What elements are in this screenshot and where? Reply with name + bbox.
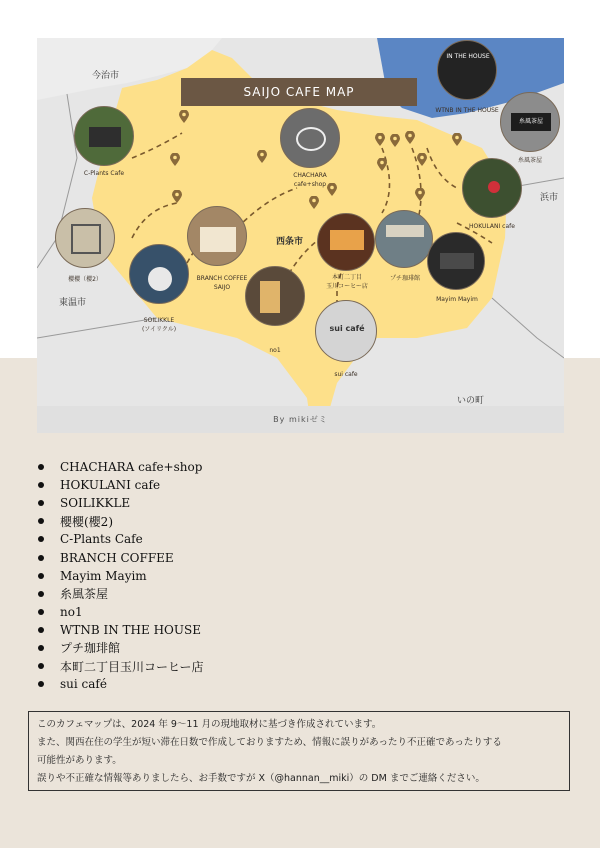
map-pin-icon [170,153,180,166]
bullet-icon [38,518,44,524]
cafe-map [37,38,564,433]
map-title: SAIJO CAFE MAP [181,78,417,106]
map-pin-icon [452,133,462,146]
map-pin-icon [415,188,425,201]
disclaimer-line: また、関西在住の学生が短い滞在日数で作成しておりますため、情報に誤りがあったり不正確であったりする [37,737,502,748]
list-item: 櫻櫻(櫻2) [38,512,204,530]
list-item: BRANCH COFFEE [38,548,204,566]
map-pin-icon [417,153,427,166]
cafe-label-wtnb: WTNB IN THE HOUSE [435,107,499,114]
list-item: WTNB IN THE HOUSE [38,621,204,639]
cafe-photo [55,208,115,268]
map-pin-icon [309,196,319,209]
cafe-photo [317,213,375,271]
list-item: no1 [38,603,204,621]
map-pin-icon [390,134,400,147]
sui-sign: sui café [329,324,365,333]
list-item: C-Plants Cafe [38,530,204,548]
list-item: プチ珈琲館 [38,639,204,657]
map-pin-icon [377,158,387,171]
cafe-photo [437,40,497,100]
bullet-icon [38,591,44,597]
list-item: 糸風茶屋 [38,585,204,603]
map-pin-icon [172,190,182,203]
map-pin-icon [257,150,267,163]
cafe-label-itofu: 糸風茶屋 [517,157,542,164]
cafe-list [38,458,204,693]
cafe-label-puchi: プチ珈琲館 [389,275,420,282]
disclaimer-line: 誤りや不正確な情報等ありましたら、お手数ですが X（@hannan__miki）の DM までご連絡ください。 [37,773,485,784]
bullet-icon [38,609,44,615]
bullet-icon [38,482,44,488]
cafe-photo [280,108,340,168]
map-pin-icon [405,131,415,144]
city-saijo: 西条市 [276,237,304,247]
cafe-label-chachara: CHACHARA cafe+shop [293,172,327,188]
cafe-label-hokulani: HOKULANI cafe [469,223,515,230]
disclaimer-line: 可能性があります。 [37,755,122,766]
cafe-photo [315,300,377,362]
disclaimer-line: このカフェマップは、2024 年 9～11 月の現地取材に基づき作成されています。 [37,719,382,730]
bullet-icon [38,573,44,579]
list-item: sui café [38,675,204,693]
cafe-photo [427,232,485,290]
boundary-line [492,298,564,358]
cafe-label-ouou: 櫻櫻（櫻2） [68,276,102,283]
list-item: HOKULANI cafe [38,476,204,494]
cafe-label-mayim: Mayim Mayim [436,296,478,303]
bullet-icon [38,536,44,542]
cafe-label-branch: BRANCH COFFEE SAIJO [196,275,248,291]
disclaimer-box [28,711,570,791]
cafe-photo [375,210,433,268]
bullet-icon [38,555,44,561]
cafe-label-sui: sui cafe [334,371,358,378]
map-credit: By mikiゼミ [273,415,328,424]
cafe-photo [129,244,189,304]
city-niihama: 浜市 [540,193,559,203]
city-toon: 東温市 [59,298,87,308]
wtnb-sign: IN THE HOUSE [446,53,490,60]
bullet-icon [38,681,44,687]
map-pin-icon [375,133,385,146]
cafe-label-no1: no1 [269,347,281,354]
cafe-label-honmachi: 本町二丁目 玉川コーヒー店 [326,274,368,290]
cafe-label-cplants: C-Plants Cafe [83,170,125,177]
city-imabari: 今治市 [92,71,120,81]
bullet-icon [38,645,44,651]
list-item: CHACHARA cafe+shop [38,458,204,476]
city-ino: いの町 [457,396,485,406]
list-item: SOILIKKLE [38,494,204,512]
cafe-photo [500,92,560,152]
cafe-label-soilikkle: SOILIKKLE (ソイリクル) [141,317,177,333]
bullet-icon [38,663,44,669]
bullet-icon [38,464,44,470]
cafe-photo [187,206,247,266]
bullet-icon [38,627,44,633]
list-item: Mayim Mayim [38,567,204,585]
cafe-photo [462,158,522,218]
cafe-photo [74,106,134,166]
cafe-photo [245,266,305,326]
bullet-icon [38,500,44,506]
list-item: 本町二丁目玉川コーヒー店 [38,657,204,675]
itofu-sign: 糸風茶屋 [511,113,551,131]
map-pin-icon [179,110,189,123]
